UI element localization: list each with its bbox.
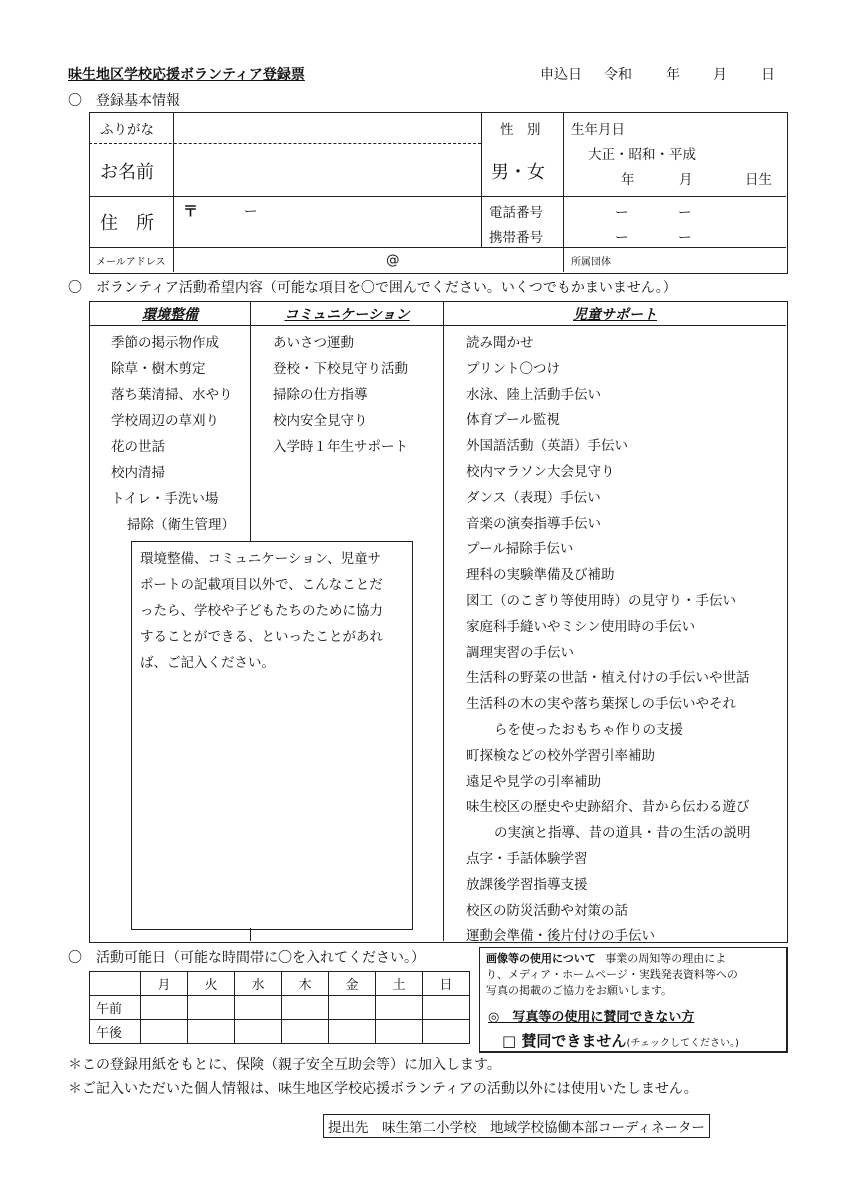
checkbox-icon[interactable]: □ bbox=[502, 1032, 517, 1050]
am-cell[interactable] bbox=[188, 996, 235, 1020]
child-item[interactable]: 点字・手話体験学習 bbox=[466, 851, 588, 867]
date-label: 申込日 bbox=[540, 67, 582, 83]
email-input[interactable] bbox=[174, 248, 562, 271]
day-header: 水 bbox=[235, 972, 282, 996]
child-item[interactable]: 調理実習の手伝い bbox=[466, 644, 574, 661]
day-header: 土 bbox=[376, 972, 423, 996]
footer-note-insurance: ＊この登録用紙をもとに、保険（親子安全互助会等）に加入します。 bbox=[68, 1057, 501, 1073]
child-item[interactable]: プリント〇つけ bbox=[466, 360, 560, 377]
am-cell[interactable] bbox=[282, 996, 329, 1020]
child-item[interactable]: 外国語活動（英語）手伝い bbox=[466, 438, 628, 455]
postal-dash: ー bbox=[244, 204, 258, 220]
child-item[interactable]: の実演と指導、昔の道具・昔の生活の説明 bbox=[494, 825, 751, 842]
mobile-dash-1: ー bbox=[615, 230, 629, 246]
affiliation-input[interactable] bbox=[620, 248, 785, 271]
child-item[interactable]: 運動会準備・後片付けの手伝い bbox=[466, 928, 655, 945]
env-item[interactable]: 学校周辺の草刈り bbox=[111, 413, 219, 429]
comm-item[interactable]: 掃除の仕方指導 bbox=[273, 387, 368, 403]
section-activity-heading: 〇 ボランティア活動希望内容（可能な項目を〇で囲んでください。いくつでもかまいません。） bbox=[68, 280, 677, 296]
am-cell[interactable] bbox=[423, 996, 470, 1020]
comm-item[interactable]: あいさつ運動 bbox=[273, 335, 354, 351]
section-basic-heading: 〇 登録基本情報 bbox=[68, 93, 180, 109]
name-input[interactable] bbox=[174, 145, 480, 195]
footer-note-privacy: ＊ご記入いただいた個人情報は、味生地区学校応援ボランティアの活動以外には使用いたしません。 bbox=[68, 1081, 698, 1097]
env-item[interactable]: 校内清掃 bbox=[111, 465, 165, 481]
free-note-line: ポートの記載項目以外で、こんなことだ bbox=[140, 577, 383, 593]
col-child-support: 児童サポート bbox=[573, 307, 657, 323]
col-communication: コミュニケーション bbox=[284, 307, 410, 323]
child-item[interactable]: 読み聞かせ bbox=[466, 335, 534, 351]
email-at: @ bbox=[386, 252, 400, 268]
section-availability-heading: 〇 活動可能日（可能な時間帯に〇を入れてください。） bbox=[68, 950, 425, 966]
day-header: 木 bbox=[282, 972, 329, 996]
mobile-dash-2: ー bbox=[678, 230, 692, 246]
mobile-label: 携帯番号 bbox=[489, 230, 543, 246]
child-item[interactable]: 放課後学習指導支援 bbox=[466, 876, 588, 893]
free-note-line: ば、ご記入ください。 bbox=[140, 655, 275, 671]
child-item[interactable]: 味生校区の歴史や史跡紹介、昔から伝わる遊び bbox=[466, 799, 750, 816]
birth-month-unit: 月 bbox=[679, 172, 693, 188]
child-item[interactable]: らを使ったおもちゃ作りの支援 bbox=[494, 722, 683, 738]
am-cell[interactable] bbox=[235, 996, 282, 1020]
child-item[interactable]: 体育プール監視 bbox=[466, 412, 560, 429]
child-item[interactable]: 水泳、陸上活動手伝い bbox=[466, 386, 601, 403]
phone-dash-1: ー bbox=[615, 205, 629, 221]
image-usage-title: 画像等の使用について bbox=[486, 952, 596, 965]
submit-to-box: 提出先 味生第二小学校 地域学校協働本部コーディネーター bbox=[323, 1114, 710, 1138]
image-usage-text bbox=[486, 951, 782, 999]
child-item[interactable]: 町探検などの校外学習引率補助 bbox=[466, 747, 655, 764]
child-item[interactable]: 遠足や見学の引率補助 bbox=[466, 773, 601, 790]
child-item[interactable]: 校内マラソン大会見守り bbox=[466, 464, 615, 480]
env-item[interactable]: 落ち葉清掃、水やり bbox=[111, 387, 233, 403]
pm-cell[interactable] bbox=[235, 1020, 282, 1044]
phone-label: 電話番号 bbox=[489, 205, 543, 221]
image-usage-text-1: 事業の周知等の理由によ bbox=[605, 952, 727, 965]
pm-label: 午後 bbox=[90, 1020, 141, 1044]
disagree-checkbox[interactable] bbox=[502, 1030, 739, 1051]
form-title: 味生地区学校応援ボランティア登録票 bbox=[68, 67, 305, 83]
day-header: 月 bbox=[141, 972, 188, 996]
child-item[interactable]: 家庭科手縫いやミシン使用時の手伝い bbox=[466, 618, 696, 635]
email-label: メールアドレス bbox=[96, 257, 166, 268]
comm-item[interactable]: 登校・下校見守り活動 bbox=[273, 361, 408, 377]
birth-day-unit: 日生 bbox=[745, 172, 772, 188]
child-item[interactable]: ダンス（表現）手伝い bbox=[466, 489, 601, 506]
free-note-line: することができる、といったことがあれ bbox=[140, 629, 383, 645]
env-item[interactable]: 掃除（衛生管理） bbox=[127, 517, 235, 533]
pm-cell[interactable] bbox=[376, 1020, 423, 1044]
day-header: 日 bbox=[423, 972, 470, 996]
pm-cell[interactable] bbox=[141, 1020, 188, 1044]
pm-cell[interactable] bbox=[282, 1020, 329, 1044]
furigana-label: ふりがな bbox=[100, 122, 154, 138]
photo-opt-out-heading: ◎ 写真等の使用に賛同できない方 bbox=[488, 1010, 695, 1025]
address-input[interactable] bbox=[174, 218, 480, 246]
date-era: 令和 bbox=[604, 67, 632, 83]
child-item[interactable]: 生活科の木の実や落ち葉探しの手伝いやそれ bbox=[466, 696, 736, 713]
image-usage-text-2: り、メディア・ホームページ・実践発表資料等への bbox=[486, 968, 738, 981]
am-cell[interactable] bbox=[329, 996, 376, 1020]
postal-mark-icon: 〒 bbox=[183, 202, 199, 220]
pm-cell[interactable] bbox=[188, 1020, 235, 1044]
gender-options[interactable]: 男・女 bbox=[491, 162, 545, 183]
am-label: 午前 bbox=[90, 996, 141, 1020]
birthdate-label: 生年月日 bbox=[571, 122, 625, 138]
disagree-label: 賛同できません bbox=[521, 1032, 627, 1050]
name-label: お名前 bbox=[100, 162, 154, 183]
corner-cell bbox=[90, 972, 141, 996]
birth-year-unit: 年 bbox=[621, 172, 635, 188]
am-cell[interactable] bbox=[376, 996, 423, 1020]
child-item[interactable]: プール掃除手伝い bbox=[466, 541, 574, 558]
child-item[interactable]: 理科の実験準備及び補助 bbox=[466, 567, 615, 584]
affiliation-label: 所属団体 bbox=[571, 257, 611, 268]
date-month: 月 bbox=[713, 67, 727, 83]
comm-item[interactable]: 入学時１年生サポート bbox=[273, 439, 408, 455]
comm-item[interactable]: 校内安全見守り bbox=[273, 413, 368, 429]
env-item[interactable]: 季節の掲示物作成 bbox=[111, 335, 219, 351]
env-item[interactable]: 除草・樹木剪定 bbox=[111, 361, 206, 377]
col-environment: 環境整備 bbox=[142, 307, 198, 323]
pm-cell[interactable] bbox=[423, 1020, 470, 1044]
image-usage-text-3: 写真の掲載のご協力をお願いします。 bbox=[486, 984, 673, 997]
birth-era-options[interactable]: 大正・昭和・平成 bbox=[588, 147, 696, 163]
address-label: 住 所 bbox=[100, 213, 154, 234]
phone-dash-2: ー bbox=[678, 205, 692, 221]
child-item[interactable]: 校区の防災活動や対策の話 bbox=[466, 902, 628, 919]
pm-cell[interactable] bbox=[329, 1020, 376, 1044]
disagree-note: (チェックしてください。) bbox=[626, 1038, 739, 1049]
child-item[interactable]: 図工（のこぎり等使用時）の見守り・手伝い bbox=[466, 593, 736, 609]
date-day: 日 bbox=[761, 67, 775, 83]
free-note-line: ったら、学校や子どもたちのために協力 bbox=[140, 603, 383, 619]
env-item[interactable]: トイレ・手洗い場 bbox=[111, 491, 219, 507]
furigana-input[interactable] bbox=[174, 113, 480, 142]
free-note-line: 環境整備、コミュニケーション、児童サ bbox=[140, 551, 382, 567]
child-item[interactable]: 生活科の野菜の世話・植え付けの手伝いや世話 bbox=[466, 670, 750, 687]
am-cell[interactable] bbox=[141, 996, 188, 1020]
env-item[interactable]: 花の世話 bbox=[111, 439, 165, 455]
date-year: 年 bbox=[666, 67, 680, 83]
day-header: 火 bbox=[188, 972, 235, 996]
day-header: 金 bbox=[329, 972, 376, 996]
availability-table bbox=[89, 971, 470, 1044]
gender-label: 性 別 bbox=[500, 122, 541, 138]
child-item[interactable]: 音楽の演奏指導手伝い bbox=[466, 515, 601, 532]
